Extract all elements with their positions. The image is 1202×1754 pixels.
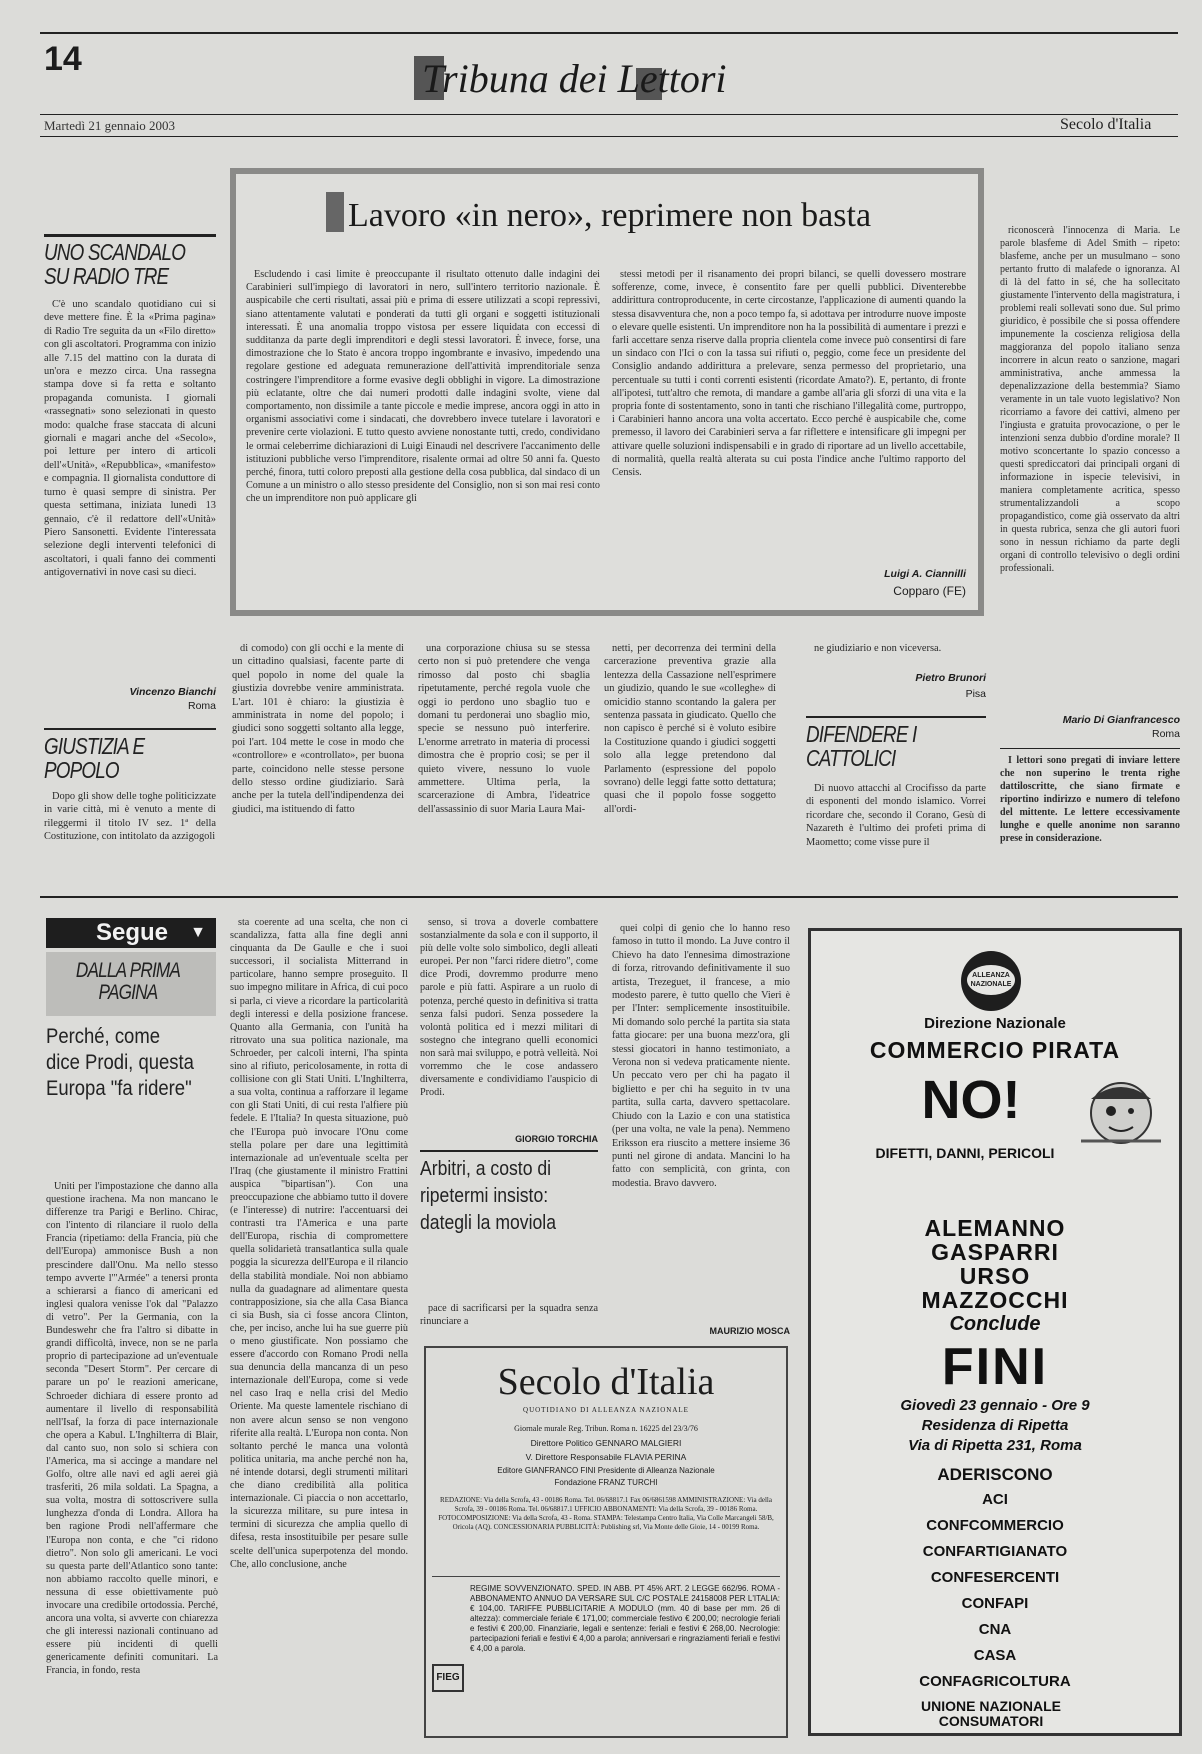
lower-letter-col-4: Di nuovo attacchi al Crocifisso da parte di esponenti del mondo islamico. Vorrei ricordare che, secondo il Corano, Gesù di Nazareth è l'ultimo dei profeti prima di Maometto; come visse pure il (806, 783, 986, 848)
right-author: Mario Di Gianfrancesco (1062, 714, 1180, 726)
ad-when: Giovedì 23 gennaio - Ore 9 (900, 1397, 1090, 1414)
featured-author: Luigi A. Ciannilli (884, 568, 966, 580)
segue-banner (46, 918, 216, 948)
masthead-divider (432, 1576, 780, 1577)
featured-letter-box (230, 168, 984, 616)
ad-aderiscono: ADERISCONO (937, 1465, 1053, 1484)
issue-date: Martedì 21 gennaio 2003 (44, 118, 176, 133)
masthead-info: REDAZIONE: Via della Scrofa, 43 - 00186 Roma. Tel. 06/68817.1 Fax 06/6861598 AMMINISTRAZIONE: Via della Scrofa, 39 - 00186 Roma. Tel. 06/68817.1 UFFICIO ABBONAMENTI: Via della Scrofa, 39 - 00186 Roma. FOTOCOMPOSIZIONE: Via della Scrofa, 43 - Roma. STAMPA: Telestampa Centro Italia, Via Colle Marcangeli 58/B, Oricola (AQ). CONCESSIONARIA PUBBLICITÀ: Publishing srl, Via Monte delle Gioie, 14 - 00199 Roma. (438, 1496, 774, 1531)
org: CONFAPI (961, 1595, 1029, 1612)
ad-where-2: Via di Ripetta 231, Roma (908, 1437, 1082, 1454)
lower-letter-col-3: netti, per decorrenza dei termini della carcerazione preventiva grazie alla lentezza della Cassazione nell'esprimere un giudizio, quando le sue «colleghe» di omicidio stanno scontando la galera per sentenza passata in giudicato. Quello che non capisco è perché si è voluto esibire la Costituzione quando i giudici soggetti solo alla legge pretendono dal Parlamento (espressione del popolo sovrano) delle leggi fatte sotto dettatura; quasi che il popolo fosse soggetto all'ordi- (604, 643, 776, 815)
ad-no: NO! (921, 1070, 1021, 1130)
section-title-art (400, 48, 780, 104)
segue-col-4: quei colpi di genio che lo hanno reso famoso in tutto il mondo. La Juve contro il Chievo ha dato l'ennesima dimostrazione di forza, ritrovando definitivamente il suo artista, Trezeguet, il francese, a mio modesto parere, è tutto quello che Vieri è per l'Inter: semplicemente insostituibile. Mi domando solo perché la partita sia stata fatta giocare: per una buona mezz'ora, gli stessi giocatori in hanno testimoniato, a Verona non si vedeva praticamente niente. Un peccato vero per chi ha pagato il biglietto e per chi ha seguito in tv una partita, sulla carta, davvero spettacolare. Chiudo con la Lazio e con una statistica (per una volta, ne vale la pena). Nemmeno Eriksson era riuscito a mettere insieme 36 punti nel girone di andata. Mancini lo ha fatto con semplicità, con grinta, con modestia. Bravo davvero. (612, 923, 790, 1189)
right-notice-rule (1000, 748, 1180, 749)
segue-col-3-author: GIORGIO TORCHIA (515, 1134, 598, 1144)
masthead-director: Direttore Politico GENNARO MALGIERI (530, 1438, 682, 1448)
segue-col-3: senso, si trova a doverle combattere sostanzialmente da sola e con il supporto, il più delle volte solo simbolico, degli alleati europei. Per non "farci ridere dietro", come dice Prodi, dovremmo produrre meno parole e più fatti. Aspirare a un ruolo di potenza, perché questo in definitiva si tratta senza falsi pudori. Senza possedere la volontà politica ed i mezzi militari di sostegno che integrano quelli economici non sarà mai sviluppo, e potrà velleità. Noi vorremmo che le cose andassero diversamente e condividiamo l'auspicio di Prodi. (420, 917, 598, 1099)
section-title (400, 48, 780, 104)
speaker: GASPARRI (931, 1239, 1059, 1265)
left-heading-rule (44, 234, 216, 237)
masthead-title: Secolo d'Italia (497, 1361, 715, 1403)
segue-label: Segue (96, 919, 169, 946)
org: CONFESERCENTI (930, 1569, 1060, 1586)
arbitri-body: pace di sacrificarsi per la squadra senza rinunciare a (420, 1303, 598, 1328)
party-logo (961, 951, 1021, 1011)
speaker: ALEMANNO (924, 1215, 1066, 1241)
left-body-1: C'è uno scandalo quotidiano cui si deve mettere fine. È la «Prima pagina» di Radio Tre seguita da un «Filo diretto» con gli ascoltatori. Programma con inizio alle 7.15 del mattino con la durata di un'ora e mezzo circa. Una rassegna stampa dove si fa retta e soltanto propaganda comunista. I giornali «rassegnati» sono selezionati in questo modo: qualche frase staccata di alcuni giornali e magari anche del «Secolo», poi letture per intero di articoli dell'«Unità», «Repubblica», «manifesto» e compagnia. Il giornalista conduttore di turno è quasi sempre di sinistra. Per questa settimana, iniziata lunedì 13 gennaio, c'è il redattore dell'«Unità» Piero Sansonetti. Evidente l'interessata selezione degli interventi telefonici di ascoltatori, i quali fanno dei commenti antigovernativi in nove casi su dieci. (44, 299, 216, 579)
header-rule-bottom (40, 136, 1178, 137)
pirate-illustration (1075, 1069, 1167, 1153)
lower-heading-rule (806, 716, 986, 718)
party-logo-label: ALLEANZA NAZIONALE (967, 965, 1015, 995)
lower-letter-author: Pietro Brunori (915, 672, 986, 684)
arbitri-rule (420, 1150, 598, 1152)
right-body: riconoscerà l'innocenza di Maria. Le parole blasfeme di Adel Smith – ripeto: blasfeme, anche per un musulmano – sono pertanto frutto di malafede o ignoranza. Al di là del fatto in sé, che ha sollecitato giustamente l'intervento della magistratura, i problemi reali sollevati sono due. Sul primo giuridico, è possibile che si possa offendere impunemente la coscienza religiosa della maggioranza del popolo italiano senza incorrere in alcun reato o sanzione, magari amministrativa, anche ammessa la depenalizzazione della bestemmia? Siamo veramente in un tale vuoto legislativo? Non ricorriamo a favore dei cattivi, almeno per l'ingiusta e gratuita provocazione, o per le intenzioni senza dubbio d'ordine morale? Il motivo sconcertante lo spazio concesso a questi sprediccatori dai principali organi di informazione in ispecie televisivi, in maniera completamente acritica, spesso strumentalizzandoli a scopo propagandistico, come già osservato da altri in questa rubrica, senza che gli autori fuori sono in nessun richiamo da parte degli organi di controllo televisivo o degli ordini professionali. (1000, 225, 1180, 574)
ad-conclude: Conclude (949, 1313, 1041, 1335)
segue-headline: Perché, come dice Prodi, questa Europa "fa ridere" (46, 1025, 194, 1100)
segue-col-4-author: MAURIZIO MOSCA (709, 1326, 790, 1336)
top-rule (40, 32, 1178, 34)
ad-dept: Direzione Nazionale (924, 1015, 1066, 1032)
ad-leader: FINI (941, 1338, 1049, 1396)
featured-title-art (244, 188, 970, 236)
left-author-1: Vincenzo Bianchi (129, 686, 216, 698)
featured-col-2: stessi metodi per il risanamento dei propri bilanci, se quelli dovessero mostrare sofferenze, come, invece, è consentito fare per quelli pubblici. Diventerebbe addirittura controproducente, in certe circostanze, l'applicazione di aumenti quando la stessa disavventura che, non a poco tempo fa, si adottava per introdurre nuove imposte o elevare quelle esistenti. Un imprenditore non ha la possibilità di aumentare i prezzi e farli accettare senza riserve dalla propria clientela come invece può consentirsi di fare un sindaco con l'Ici o con la tassa sui rifiuti o, peggio, come fece un presidente del Consiglio andando addirittura a prelevare, senza permesso del proprietario, una percentuale su tutti i conti correnti esistenti (ricordate Amato?). E, pertanto, di fronte all'ipotesi, tutt'altro che remota, di mandare a gambe all'aria gli sforzi di una vita e la propria fonte di sostentamento, sono in tanti che rischiano l'illegalità come, purtroppo, i Carabinieri hanno ancora una volta accertato. Ecco perché è auspicabile che, come premesso, il lavoro dei Carabinieri serva a far riflettere e intensificare gli impegni per attivare quelle soluzioni indispensabili e in grado di riportare ad un livello accettabile, di normalità, quella realtà alterata su cui posta l'indice anche l'ultimo rapporto del Censis. (612, 269, 966, 479)
arbitri-headline: Arbitri, a costo di ripetermi insisto: dategli la moviola (420, 1158, 556, 1234)
org: CONFARTIGIANATO (922, 1543, 1068, 1560)
segue-col-1: Uniti per l'impostazione che danno alla questione irachena. Ma non mancano le differenze tra Parigi e Berlino. Chirac, con l'intento di rilanciare il ruolo della Francia (ripetiamo: della Francia, più che dell'Europa) ammonisce Bush a non prescindere dall'Onu. Ma nello stesso tempo avverte l'"Armée" a tenersi pronta a schierarsi a fianco di americani ed inglesi qualora venisse l'ok dal "Palazzo di vetro". Per la Germania, con la Bundeswehr che fra l'altro si dibatte in grandi difficoltà, invece, non se ne parla proprio di partecipazione ad un'eventuale seconda "Desert Storm". Per cercare di parare un po' le reazioni americane, Schroeder dichiara di essere pronto ad aumentare il livello di responsabilità nell'Isaf, la forza di pace internazionale che opera a Kabul. L'Inghilterra di Blair, dal canto suo, non solo si schiera con l'America, ma si accinge a mandare nel Golfo, oltre alle navi ed agli aerei già trasferiti, 26 mila soldati. La Spagna, a sua volta, mostra di sottoscrivere sulla lunghezza d'onda di Londra. Allora ha ben ragione Prodi nell'affermare che l'Europa non conta, e che "ci ridono dietro". Non solo gli americani. Le voci su questa parte dell'Atlantico sono tante: non abbiamo raccolto quelle minori, e nessuna di esse obiettivamente può invocare una credibile ortodossia. Perché, ancora una volta, si avverte con chiarezza che gli interessi nazionali continuano ad essere più incidenti di quelli genericamente definiti comunitari. La Francia, in fondo, resta (46, 1181, 218, 1677)
lower-letter-col-1: di comodo) con gli occhi e la mente di un cittadino qualsiasi, facente parte di quel popolo in nome del quale la giustizia dovrebbe venire amministrata. L'art. 101 è chiaro: la giustizia è amministrata in nome del popolo; i giudici sono soggetti soltanto alla legge, poi l'art. 104 mette le cose in modo che «controllore» e «controllato», per buona parte, coincidono nelle stesse persone dello stesso ordine giudiziario. Sarà anche per la tutela dell'indipendenza dei giudici, ma istituendo di fatto (232, 643, 404, 815)
lower-heading: DIFENDERE I CATTOLICI (806, 721, 917, 771)
from-front-page-box (46, 952, 216, 1016)
left-heading-2: GIUSTIZIA E POPOLO (44, 733, 145, 783)
masthead-subtitle: QUOTIDIANO DI ALLEANZA NAZIONALE (523, 1406, 689, 1414)
lower-letter-location: Pisa (965, 688, 986, 700)
left-heading-rule-2 (44, 728, 216, 730)
speaker: MAZZOCCHI (921, 1287, 1069, 1313)
right-notice: I lettori sono pregati di inviare lettere che non superino le trenta righe dattiloscritte, che siano firmate e riportino indirizzo e numero di telefono del mittente. Le lettere eccessivamente lunghe e quelle anonime non saranno prese in considerazione. (1000, 755, 1180, 844)
speaker: URSO (959, 1263, 1031, 1289)
masthead-reg: Giornale murale Reg. Tribun. Roma n. 16225 del 23/3/76 (514, 1424, 698, 1433)
header-rule (40, 114, 1178, 115)
featured-col-1: Escludendo i casi limite è preoccupante il risultato ottenuto dalle indagini dei Carabinieri sull'impiego di lavoratori in nero, sull'intero territorio nazionale. È auspicabile che certi risultati, assai più e prima di essere utilizzati a scopi repressivi, siano attentamente valutati e ponderati da tutti gli organi e soggetti istituzionali interessati. È una anomalia troppo vistosa per essere liquidata con eccessi di sudditanza da parte degli imprenditori e degli stessi lavoratori. È invece, forse, una dimostrazione che lo Stato è ancora troppo ingombrante e invasivo, impedendo una regolare gestione ed adeguata remunerazione dell'attività imprenditoriale senza costringere l'imprenditore a forme evasive degli obblighi in vigore. La dimostrazione più eclatante, oltre che dai numeri prodotti dalle indagini svolte, viene dal comportamento, non dissimile a tante piccole e medie imprese, ancora oggi in atto in organismi associativi come i sindacati, che dovrebbero invece tutelare i lavoratori e prevenire certe violazioni. E tutto questo avviene nonostante tutti, credo, condividano le ormai celeberrime dichiarazioni di Luigi Einaudi nel descrivere l'accanimento delle istituzioni pubbliche verso l'imprenditore, risalente ormai ad oltre 50 anni fa. Questo perché, finora, tutti coloro preposti alla gestione della cosa pubblica, dal sindaco di un Comune a un ministro o allo stesso presidente del Consiglio, non si son mai resi conto che un imprenditore non può applicare gli (246, 269, 600, 505)
lower-letter-col-4-top: ne giudiziario e non viceversa. (814, 643, 942, 654)
left-location-1: Roma (187, 700, 216, 712)
section-separator (40, 896, 1178, 898)
org: CASA (973, 1647, 1017, 1664)
pirate-icon (1075, 1069, 1167, 1153)
masthead-editor: Editore GIANFRANCO FINI Presidente di Alleanza Nazionale (497, 1466, 715, 1475)
fieg-logo: FIEG (432, 1664, 464, 1692)
right-location: Roma (1151, 728, 1180, 740)
featured-location: Copparo (FE) (893, 584, 966, 598)
org: CONFAGRICOLTURA (919, 1673, 1071, 1690)
featured-title (244, 188, 970, 236)
left-body-2: Dopo gli show delle toghe politicizzate in varie città, mi è venuto a mente di rileggermi il titolo IV sez. 1ª della Costituzione, con intitolato da azzigogoli (44, 791, 216, 843)
svg-text:Lavoro «in nero», reprimere no: Lavoro «in nero», reprimere non basta (348, 197, 872, 234)
masthead-regime: REGIME SOVVENZIONATO. SPED. IN ABB. PT 45% ART. 2 LEGGE 662/96. ROMA - ABBONAMENTO ANNUO DA VERSARE SUL C/C POSTALE 24158008 PER L'ITALIA: € 104,00. TARIFFE PUBBLICITARIE A MODULO (mm. 40 di base per mm. 26 di altezza): commerciale feriale € 171,00; commerciale festivo € 200,00; necrologie feriali e festivi € 200,00. Finanziarie, legali e sentenze: feriali e festivi € 268,00. Necrologie: partecipazioni feriali e festivi € 4,00 a parola; anniversari e ringraziamenti feriali e festivi € 4,00 a parola. (470, 1584, 780, 1653)
masthead-vice-director: V. Direttore Responsabile FLAVIA PERINA (525, 1452, 687, 1462)
ad-subtitle: DIFETTI, DANNI, PERICOLI (875, 1145, 1055, 1161)
org: ACI (982, 1491, 1008, 1508)
masthead-box (424, 1346, 788, 1738)
page-number: 14 (44, 40, 82, 78)
political-ad (808, 928, 1182, 1736)
lower-letter-col-2: una corporazione chiusa su se stessa certo non si può pretendere che venga rimosso dal posto chi sbaglia ripetutamente, perché regola vuole che oggi io perdono uno sbaglio tuo e domani tu perdonerai uno sbaglio mio, specie se nessuno può interferire. L'enorme arretrato in materia di processi dimostra che è proprio così; se per il quieto vivere, nessuno lo vuole ammettere. Ultima perla, la scarcerazione di Ambra, l'ideatrice dell'assassinio di suor Maria Laura Mai- (418, 643, 590, 815)
newspaper-name: Secolo d'Italia (1060, 116, 1152, 133)
from-front-page: DALLA PRIMA PAGINA (75, 959, 181, 1004)
masthead-foundation: Fondazione FRANZ TURCHI (554, 1478, 658, 1487)
svg-text:Tribuna dei Lettori: Tribuna dei Lettori (422, 56, 727, 101)
ad-headline: COMMERCIO PIRATA (869, 1037, 1121, 1063)
ad-where-1: Residenza di Ripetta (921, 1417, 1069, 1434)
org: CONFCOMMERCIO (926, 1517, 1064, 1534)
org: CNA (978, 1621, 1012, 1638)
arrow-down-icon: ▼ (190, 924, 206, 941)
left-heading-1: UNO SCANDALO SU RADIO TRE (44, 239, 186, 289)
segue-col-2: sta coerente ad una scelta, che non ci scandalizza, fatta alla fine degli anni cinquanta da De Gaulle e che i suoi successori, il socialista Mitterrand in particolare, hanno sempre proseguito. Il suo impegno militare in Africa, di cui poco si parla, ci vieve a ricordare la particolarità degli interessi e della posizione francese. Quanto alla Germania, con l'unità ha ritrovato una sua politica nazionale, ma Schroeder, per calcoli interni, l'ha spinta sino al rifiuto, pericolosamente, in rotta di collisione con gli Stati Uniti. L'Inghilterra, a sua volta, continua a rafforzare il legame con gli Stati Uniti, di cui resta l'alfiere più fedele. E l'Italia? In questa situazione, può che l'Europa può invocare l'Onu come stella polare per dare una legittimità internazionale ad un'eventuale scelta per l'Iraq (che giustamente il ministro Frattini auspica "bipartisan"). Con una preoccupazione che abbiamo tutto il dovere (e l'interesse) di nutrire: l'accentuarsi dei contrasti tra l'America e una parte dell'Europa, rischia di compromettere quella solidarietà transatlantica sulla quale poggia la sicurezza dell'Europa e il rilancio della stabilità mondiale. Noi non abbiamo nulla da guadagnare ad alimentare questa contrapposizione, sia che alla Casa Bianca ci sia Bush, sia ci fosse ancora Clinton, che, per inciso, anche lui ha sue guerre più o meno giustificate. Non possiamo che essere d'accordo con Romano Prodi nella sua denuncia della mancanza di un peso internazionale dell'Europa, come si vede nel caso Iraq e nella crisi del Medio Oriente. Ma queste lamentele rischiano di non avere alcun senso se non vengono riferite alla realtà. L'Europa non conta. Non soltanto perché le manca una volontà politica unitaria, ma anche perché non ha, né intende dotarsi, degli strumenti militari che diano credibilità alla politica internazionale. Ci piaccia o non accettarlo, la sicurezza militare, su pure intesa in termini di sicurezza che amplia quello di difesa, resta insostituibile per pesare sulle scelte dell'unica superpotenza del mondo. Che, allo conclusione, anche (230, 917, 408, 1570)
org: UNIONE NAZIONALE CONSUMATORI (921, 1698, 1061, 1729)
